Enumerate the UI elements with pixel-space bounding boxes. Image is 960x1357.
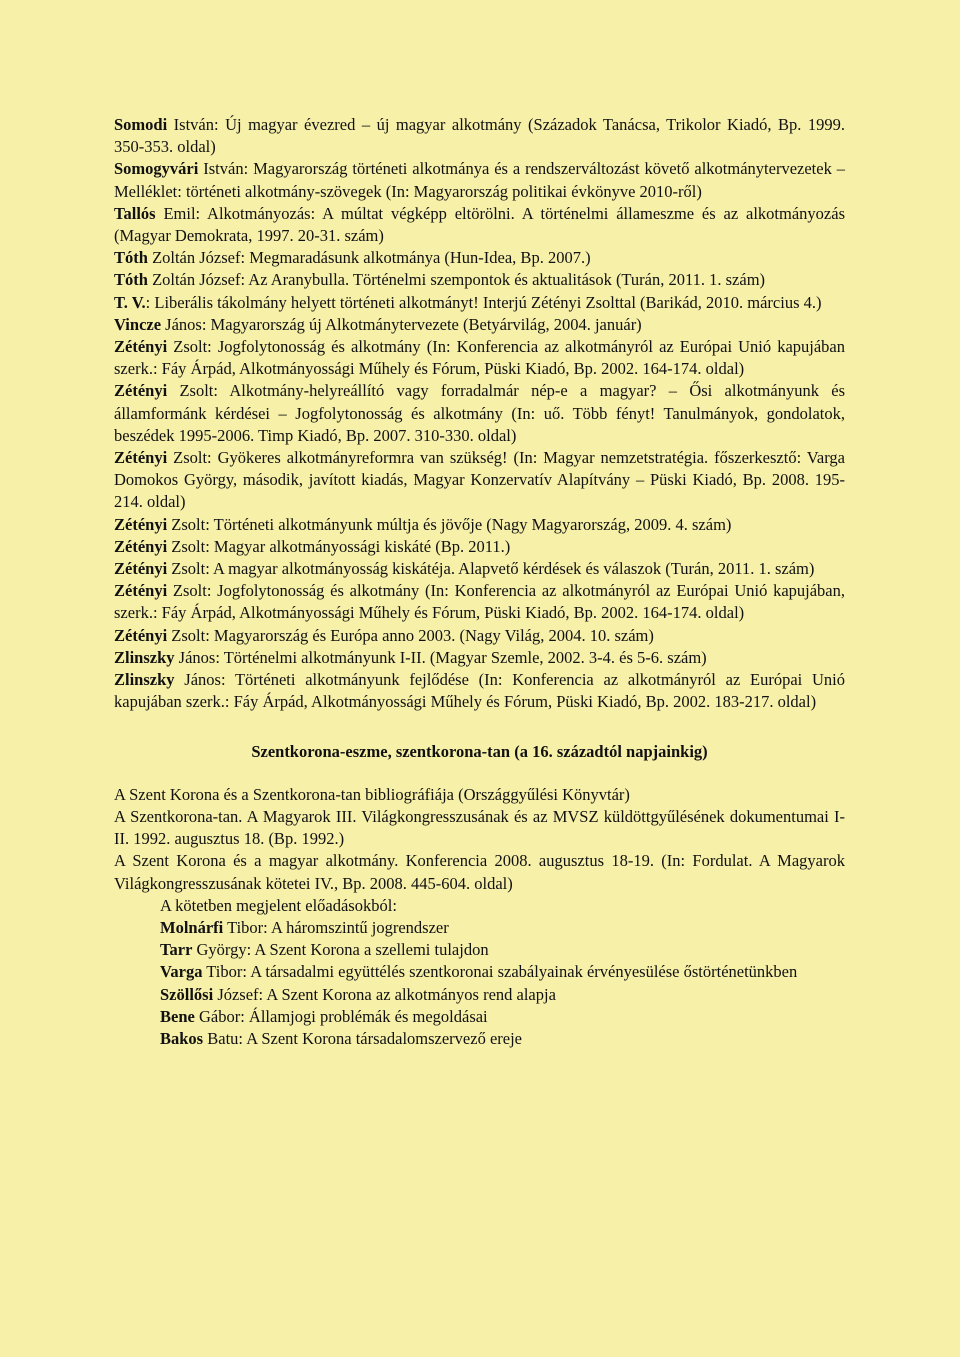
entry-author: T. V. (114, 292, 146, 312)
entry-author: Bakos (160, 1028, 204, 1048)
entry-author: Tóth (114, 248, 148, 268)
entry-text: Gábor: Államjogi problémák és megoldásai (194, 1006, 488, 1026)
entry-text: Zsolt: Alkotmány-helyreállító vagy forradalmár nép-e a magyar? – Ősi alkotmányunk és államformánk kérdései – Jogfolytonosság és alkotmány (In: uő. Több fényt! Tanulmányok, gondolatok, beszédek 1995-2006. Timp Kiadó, Bp. 2007. 310-330. oldal) (114, 381, 845, 445)
bibliography-entry (114, 939, 845, 961)
entry-text: János: Történelmi alkotmányunk I-II. (Magyar Szemle, 2002. 3-4. és 5-6. szám) (174, 647, 707, 667)
entry-author: Zétényi (114, 581, 168, 601)
bibliography-entry (114, 558, 845, 580)
entry-text: Tibor: A társadalmi együttélés szentkoronai szabályainak érvényesülése őstörténetünkben (202, 962, 798, 982)
entry-text: Zsolt: Jogfolytonosság és alkotmány (In: Konferencia az alkotmányról az Európai Unió kapujában szerk.: Fáy Árpád, Alkotmányossági Műhely és Fórum, Püski Kiadó, Bp. 2002. 164-174. oldal) (114, 337, 845, 379)
bibliography-entry (114, 580, 845, 624)
entry-text: Batu: A Szent Korona társadalomszervező ereje (203, 1028, 522, 1048)
bibliography-entry (114, 647, 845, 669)
entry-text: Zoltán József: Megmaradásunk alkotmánya (Hun-Idea, Bp. 2007.) (147, 248, 591, 268)
entry-text: János: Magyarország új Alkotmánytervezete (Betyárvilág, 2004. január) (161, 314, 642, 334)
entry-author: Tóth (114, 270, 148, 290)
entry-author: Somodi (114, 115, 168, 134)
entry-text: Zsolt: Jogfolytonosság és alkotmány (In: Konferencia az alkotmányról az Európai Unió kapujában, szerk.: Fáy Árpád, Alkotmányossági Műhely és Fórum, Püski Kiadó, Bp. 2002. 164-174. oldal) (114, 581, 845, 623)
entry-author: Zétényi (114, 337, 168, 357)
bibliography-entry (114, 292, 845, 314)
bibliography-entry (114, 514, 845, 536)
entry-author: Bene (160, 1006, 195, 1026)
entry-text: György: A Szent Korona a szellemi tulajdon (192, 940, 489, 960)
bibliography-entry (114, 336, 845, 380)
section-entry: A Szent Korona és a magyar alkotmány. Konferencia 2008. augusztus 18-19. (In: Fordulat. A Magyarok Világkongresszusának kötetei IV., Bp. 2008. 445-604. oldal) (114, 851, 845, 893)
bibliography-entry (114, 961, 845, 983)
entry-text: István: Magyarország történeti alkotmánya és a rendszerváltozást követő alkotmánytervezetek – Melléklet: történeti alkotmány-szövegek (In: Magyarország politikai évkönyve 2010-ről) (114, 159, 845, 201)
entry-text: : Liberális tákolmány helyett történeti alkotmányt! Interjú Zétényi Zsolttal (Barikád, 2010. március 4.) (145, 292, 822, 312)
entry-text: Zsolt: Magyarország és Európa anno 2003. (Nagy Világ, 2004. 10. szám) (167, 625, 654, 645)
entry-author: Zlinszky (114, 670, 175, 690)
entry-text: József: A Szent Korona az alkotmányos rend alapja (213, 984, 556, 1004)
section-entry: A Szent Korona és a Szentkorona-tan bibliográfiája (Országgyűlési Könyvtár) (114, 784, 630, 804)
bibliography-entry (114, 917, 845, 939)
entry-author: Molnárfi (160, 917, 224, 937)
lectures-intro: A kötetben megjelent előadásokból: (160, 895, 397, 915)
entry-text: Zsolt: Magyar alkotmányossági kiskáté (Bp. 2011.) (167, 536, 511, 556)
entry-text: Tibor: A háromszintű jogrendszer (223, 917, 449, 937)
bibliography-entry (114, 203, 845, 247)
entry-text: István: Új magyar évezred – új magyar alkotmány (Századok Tanácsa, Trikolor Kiadó, Bp. 1999. 350-353. oldal) (114, 115, 845, 157)
bibliography-entry (114, 158, 845, 202)
bibliography-entry (114, 447, 845, 514)
document-page (114, 114, 845, 1050)
bibliography-entry (114, 247, 845, 269)
entry-author: Zétényi (114, 559, 168, 579)
entry-author: Zétényi (114, 514, 168, 534)
bibliography-entry (114, 314, 845, 336)
bibliography-entry (114, 1028, 845, 1050)
entry-text: Zsolt: A magyar alkotmányosság kiskátéja. Alapvető kérdések és válaszok (Turán, 2011. 1. szám) (167, 559, 815, 579)
bibliography-entry (114, 114, 845, 158)
bibliography-list (114, 114, 845, 713)
entry-text: Zoltán József: Az Aranybulla. Történelmi szempontok és aktualitások (Turán, 2011. 1. szám) (147, 270, 766, 290)
bibliography-entry (114, 984, 845, 1006)
entry-text: Zsolt: Gyökeres alkotmányreformra van szükség! (In: Magyar nemzetstratégia. főszerkesztő: Varga Domokos György, második, javított kiadás, Magyar Konzervatív Alapítvány – Püski Kiadó, Bp. 2008. 195-214. oldal) (114, 448, 845, 512)
section-entries (114, 784, 845, 895)
bibliography-entry (114, 536, 845, 558)
section-entry: A Szentkorona-tan. A Magyarok III. Világkongresszusának és az MVSZ küldöttgyűlésének dokumentumai I-II. 1992. augusztus 18. (Bp. 1992.) (114, 806, 845, 849)
entry-text: Emil: Alkotmányozás: A múltat végképp eltörölni. A történelmi állameszme és az alkotmányozás (Magyar Demokrata, 1997. 20-31. szám) (114, 203, 845, 246)
entry-text: János: Történeti alkotmányunk fejlődése (In: Konferencia az alkotmányról az Európai Unió kapujában szerk.: Fáy Árpád, Alkotmányossági Műhely és Fórum, Püski Kiadó, Bp. 2002. 183-217. oldal) (114, 670, 845, 712)
entry-author: Zlinszky (114, 647, 175, 667)
section-heading: Szentkorona-eszme, szentkorona-tan (a 16. századtól napjainkig) (251, 742, 708, 762)
entry-author: Tarr (160, 940, 193, 960)
bibliography-entry (114, 380, 845, 447)
entry-author: Tallós (114, 203, 156, 223)
entry-author: Zétényi (114, 448, 168, 468)
entry-author: Zétényi (114, 625, 168, 645)
lectures-list (114, 917, 845, 1050)
entry-author: Vincze (114, 314, 162, 334)
entry-author: Varga (160, 962, 203, 982)
bibliography-entry (114, 269, 845, 291)
entry-author: Somogyvári (114, 159, 199, 179)
bibliography-entry (114, 625, 845, 647)
entry-author: Zétényi (114, 381, 168, 401)
bibliography-entry (114, 1006, 845, 1028)
entry-author: Zétényi (114, 536, 168, 556)
bibliography-entry (114, 669, 845, 713)
entry-text: Zsolt: Történeti alkotmányunk múltja és jövője (Nagy Magyarország, 2009. 4. szám) (167, 514, 732, 534)
entry-author: Szöllősi (160, 984, 214, 1004)
